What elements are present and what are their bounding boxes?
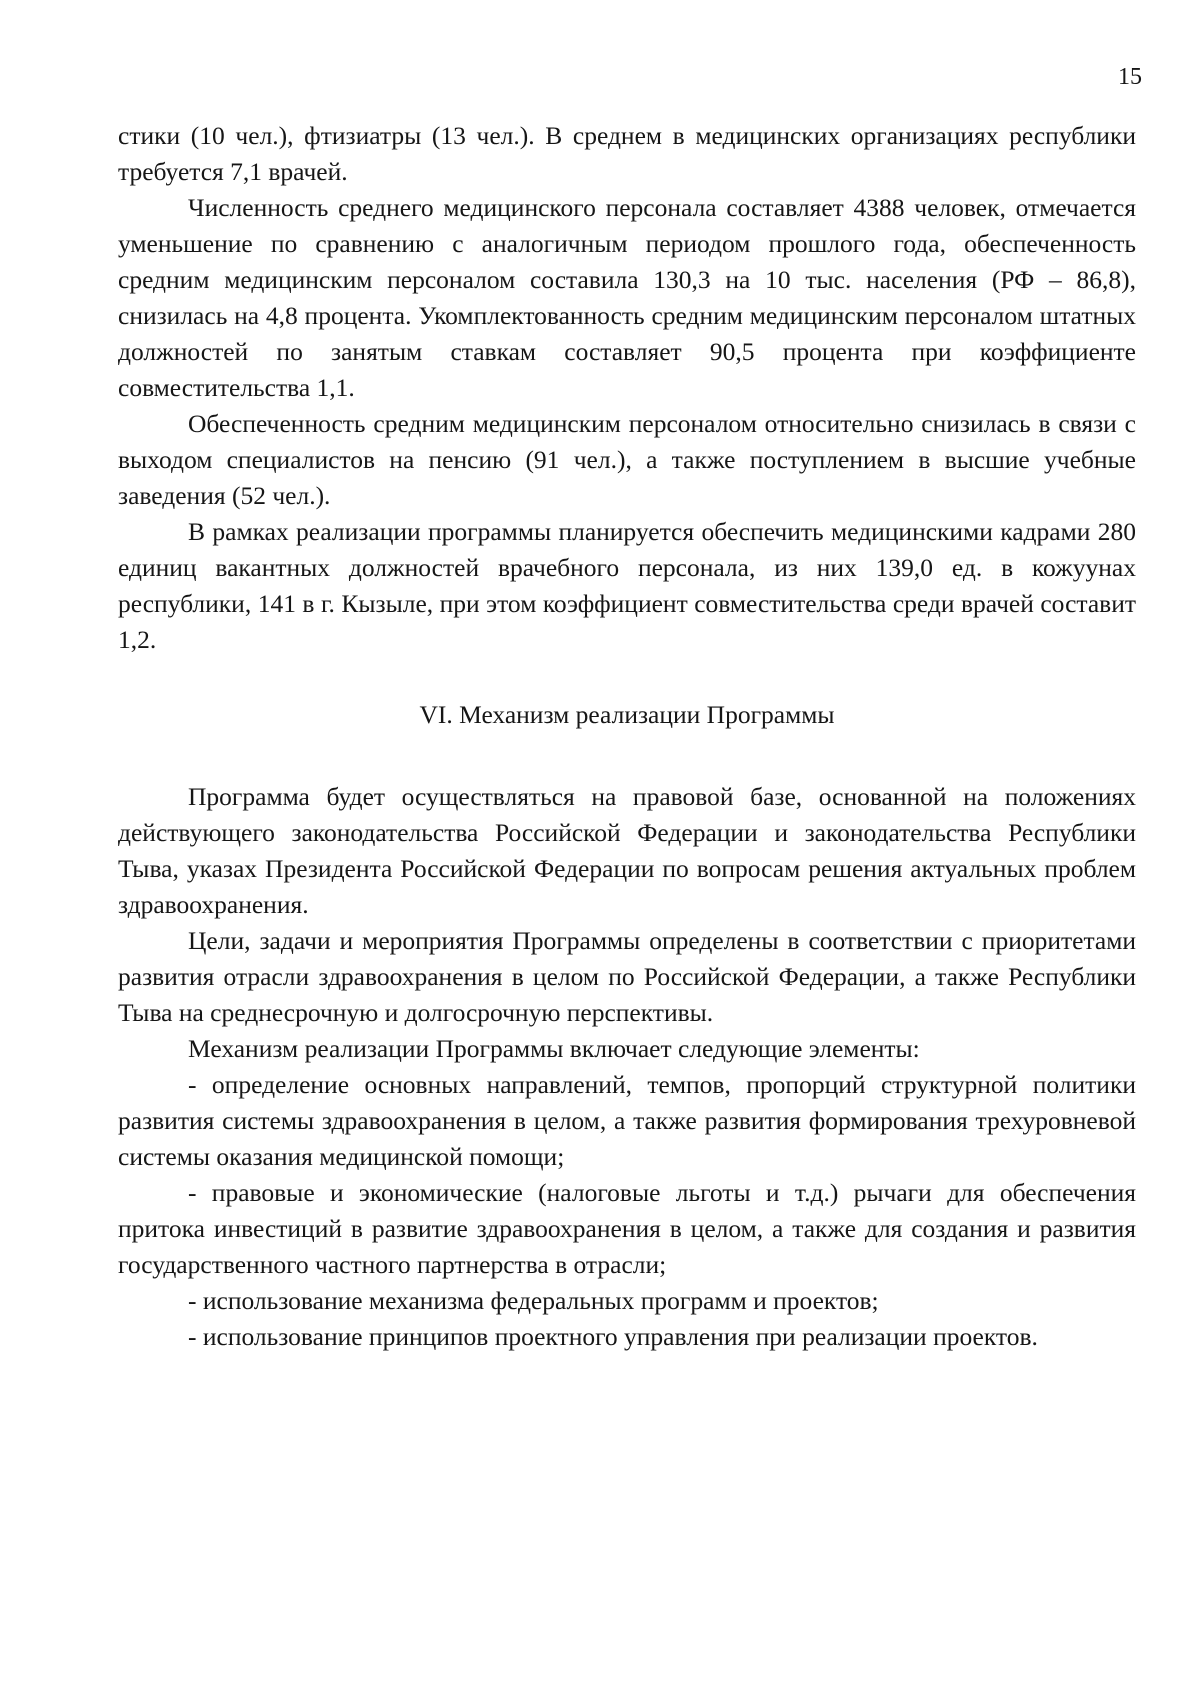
document-body — [118, 118, 1136, 1355]
list-item: - использование принципов проектного управления при реализации проектов. — [188, 1322, 1038, 1351]
list-item: - определение основных направлений, темпов, пропорций структурной политики развития системы здравоохранения в целом, а также развития формирования трехуровневой системы оказания медицинской помощи; — [118, 1070, 1136, 1171]
paragraph-staff-provision: Обеспеченность средним медицинским персоналом относительно снизилась в связи с выходом специалистов на пенсию (91 чел.), а также поступлением в высшие учебные заведения (52 чел.). — [118, 409, 1136, 510]
list-item: - правовые и экономические (налоговые льготы и т.д.) рычаги для обеспечения притока инвестиций в развитие здравоохранения в целом, а также для создания и развития государственного частного партнерства в отрасли; — [118, 1178, 1136, 1279]
section-title: VI. Механизм реализации Программы — [419, 700, 835, 729]
list-item: - использование механизма федеральных программ и проектов; — [188, 1286, 879, 1315]
paragraph-legal-basis: Программа будет осуществляться на правовой базе, основанной на положениях действующего законодательства Российской Федерации и законодательства Республики Тыва, указах Президента Российской Федерации по вопросам решения актуальных проблем здравоохранения. — [118, 782, 1136, 919]
paragraph-program-goals: Цели, задачи и мероприятия Программы определены в соответствии с приоритетами развития отрасли здравоохранения в целом по Российской Федерации, а также Республики Тыва на среднесрочную и долгосрочную перспективы. — [118, 926, 1136, 1027]
paragraph-program-staffing: В рамках реализации программы планируется обеспечить медицинскими кадрами 280 единиц вакантных должностей врачебного персонала, из них 139,0 ед. в кожуунах республики, 141 в г. Кызыле, при этом коэффициент совместительства среди врачей составит 1,2. — [118, 517, 1136, 654]
paragraph-nursing-staff: Численность среднего медицинского персонала составляет 4388 человек, отмечается уменьшение по сравнению с аналогичным периодом прошлого года, обеспеченность средним медицинским персоналом составила 130,3 на 10 тыс. населения (РФ – 86,8), снизилась на 4,8 процента. Укомплектованность средним медицинским персоналом штатных должностей по занятым ставкам составляет 90,5 процента при коэффициенте совместительства 1,1. — [118, 193, 1136, 402]
page-number: 15 — [1118, 64, 1142, 90]
paragraph-mechanism-intro: Механизм реализации Программы включает следующие элементы: — [188, 1034, 920, 1063]
paragraph-continuation: стики (10 чел.), фтизиатры (13 чел.). В среднем в медицинских организациях республики требуется 7,1 врачей. — [118, 121, 1136, 186]
